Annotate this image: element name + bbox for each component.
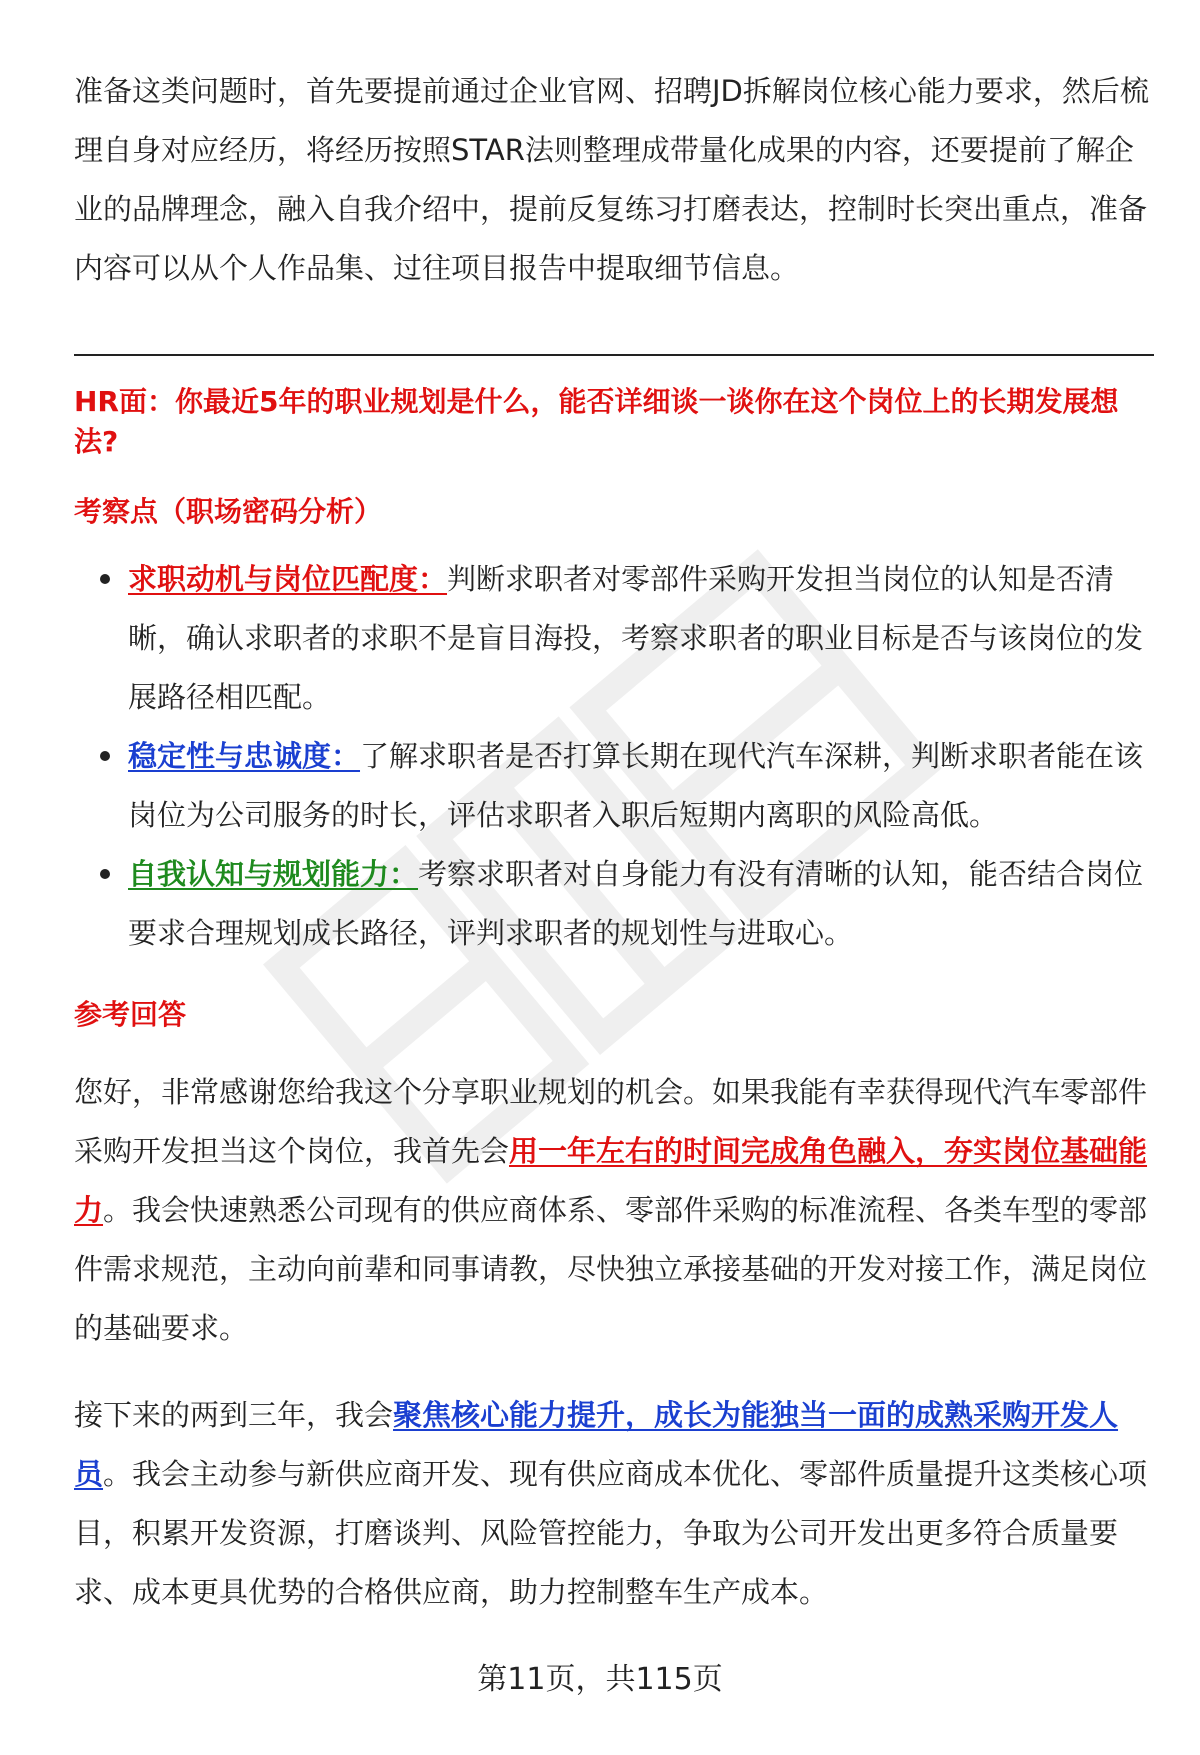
answer-paragraph-1 bbox=[74, 1063, 1154, 1358]
para-highlight: 用一年左右的时间完成角色融入，夯实岗位基础能力 bbox=[74, 1134, 1148, 1227]
page-number: 第11页，共115页 bbox=[477, 1662, 723, 1697]
point-key: 求职动机与岗位匹配度： bbox=[128, 562, 448, 596]
para-text: 。我会快速熟悉公司现有的供应商体系、零部件采购的标准流程、各类车型的零部件需求规范，主动向前辈和同事请教，尽快独立承接基础的开发对接工作，满足岗位的基础要求。 bbox=[74, 1193, 1148, 1345]
point-key: 自我认知与规划能力： bbox=[128, 857, 419, 891]
document-page bbox=[74, 62, 1154, 1622]
point-text: 判断求职者对零部件采购开发担当岗位的认知是否清晰，确认求职者的求职不是盲目海投，考察求职者的职业目标是否与该岗位的发展路径相匹配。 bbox=[128, 562, 1144, 714]
list-item bbox=[128, 845, 1154, 963]
intro-paragraph: 准备这类问题时，首先要提前通过企业官网、招聘JD拆解岗位核心能力要求，然后梳理自身对应经历，将经历按照STAR法则整理成带量化成果的内容，还要提前了解企业的品牌理念，融入自我介绍中，提前反复练习打磨表达，控制时长突出重点，准备内容可以从个人作品集、过往项目报告中提取细节信息。 bbox=[74, 74, 1149, 285]
para-text: 您好，非常感谢您给我这个分享职业规划的机会。如果我能有幸获得现代汽车零部件采购开发担当这个岗位，我首先会 bbox=[74, 1075, 1148, 1168]
answer-title: 参考回答 bbox=[74, 998, 187, 1031]
point-key: 稳定性与忠诚度： bbox=[128, 739, 361, 773]
point-text: 考察求职者对自身能力有没有清晰的认知，能否结合岗位要求合理规划成长路径，评判求职者的规划性与进取心。 bbox=[128, 857, 1144, 950]
para-highlight: 聚焦核心能力提升，成长为能独当一面的成熟采购开发人员 bbox=[74, 1398, 1119, 1491]
point-text: 了解求职者是否打算长期在现代汽车深耕，判断求职者能在该岗位为公司服务的时长，评估求职者入职后短期内离职的风险高低。 bbox=[128, 739, 1144, 832]
answer-paragraph-2 bbox=[74, 1386, 1154, 1622]
list-item bbox=[128, 727, 1154, 845]
list-item bbox=[128, 550, 1154, 727]
points-title: 考察点（职场密码分析） bbox=[74, 495, 383, 528]
divider bbox=[74, 354, 1154, 356]
para-text: 接下来的两到三年，我会 bbox=[74, 1398, 394, 1432]
question-heading: HR面：你最近5年的职业规划是什么，能否详细谈一谈你在这个岗位上的长期发展想法? bbox=[74, 385, 1119, 458]
para-text: 。我会主动参与新供应商开发、现有供应商成本优化、零部件质量提升这类核心项目，积累开发资源，打磨谈判、风险管控能力，争取为公司开发出更多符合质量要求、成本更具优势的合格供应商，助力控制整车生产成本。 bbox=[74, 1457, 1148, 1609]
points-list bbox=[74, 550, 1154, 963]
